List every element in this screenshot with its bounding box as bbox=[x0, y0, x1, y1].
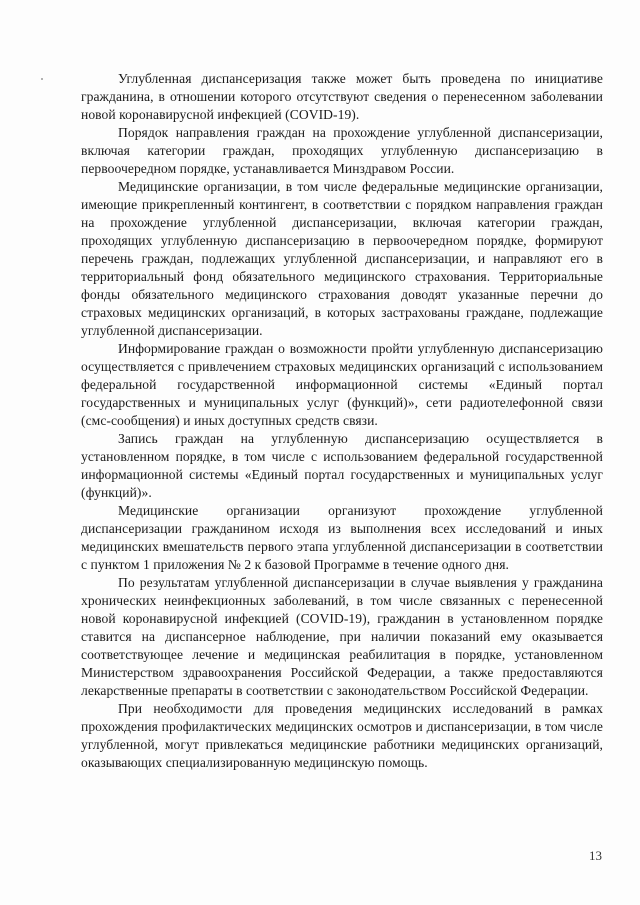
paragraph-3: Медицинские организации, в том числе федеральные медицинские организации, имеющие прикрепленный контингент, в соответствии с порядком направления граждан на прохождение углубленной диспансеризации, включая категории граждан, проходящих углубленную диспансеризацию в первоочередном порядке, формируют перечень граждан, подлежащих углубленной диспансеризации, и направляют его в территориальный фонд обязательного медицинского страхования. Территориальные фонды обязательного медицинского страхования доводят указанные перечни до страховых медицинских организаций, в которых застрахованы граждане, подлежащие углубленной диспансеризации. bbox=[81, 179, 603, 338]
page-number: 13 bbox=[589, 848, 602, 863]
scan-speck bbox=[41, 78, 43, 80]
paragraph-6: Медицинские организации организуют прохождение углубленной диспансеризации гражданином исходя из выполнения всех исследований и иных медицинских вмешательств первого этапа углубленной диспансеризации в соответствии с пунктом 1 приложения № 2 к базовой Программе в течение одного дня. bbox=[81, 503, 603, 572]
body-text bbox=[81, 70, 603, 772]
paragraph-7: По результатам углубленной диспансеризации в случае выявления у гражданина хронических неинфекционных заболеваний, в том числе связанных с перенесенной новой коронавирусной инфекцией (COVID-19), гражданин в установленном порядке ставится на диспансерное наблюдение, при наличии показаний ему оказывается соответствующее лечение и медицинская реабилитация в порядке, установленном Министерством здравоохранения Российской Федерации, а также предоставляются лекарственные препараты в соответствии с законодательством Российской Федерации. bbox=[81, 575, 603, 698]
paragraph-1: Углубленная диспансеризация также может быть проведена по инициативе гражданина, в отношении которого отсутствуют сведения о перенесенном заболевании новой коронавирусной инфекцией (COVID-19). bbox=[81, 71, 603, 122]
paragraph-2: Порядок направления граждан на прохождение углубленной диспансеризации, включая категории граждан, проходящих углубленную диспансеризацию в первоочередном порядке, устанавливается Минздравом России. bbox=[81, 125, 603, 176]
paragraph-4: Информирование граждан о возможности пройти углубленную диспансеризацию осуществляется с привлечением страховых медицинских организаций с использованием федеральной государственной информационной системы «Единый портал государственных и муниципальных услуг (функций)», сети радиотелефонной связи (смс-сообщения) и иных доступных средств связи. bbox=[81, 341, 603, 428]
paragraph-8: При необходимости для проведения медицинских исследований в рамках прохождения профилактических медицинских осмотров и диспансеризации, в том числе углубленной, могут привлекаться медицинские работники медицинских организаций, оказывающих специализированную медицинскую помощь. bbox=[81, 701, 603, 770]
paragraph-5: Запись граждан на углубленную диспансеризацию осуществляется в установленном порядке, в том числе с использованием федеральной государственной информационной системы «Единый портал государственных и муниципальных услуг (функций)». bbox=[81, 431, 603, 500]
